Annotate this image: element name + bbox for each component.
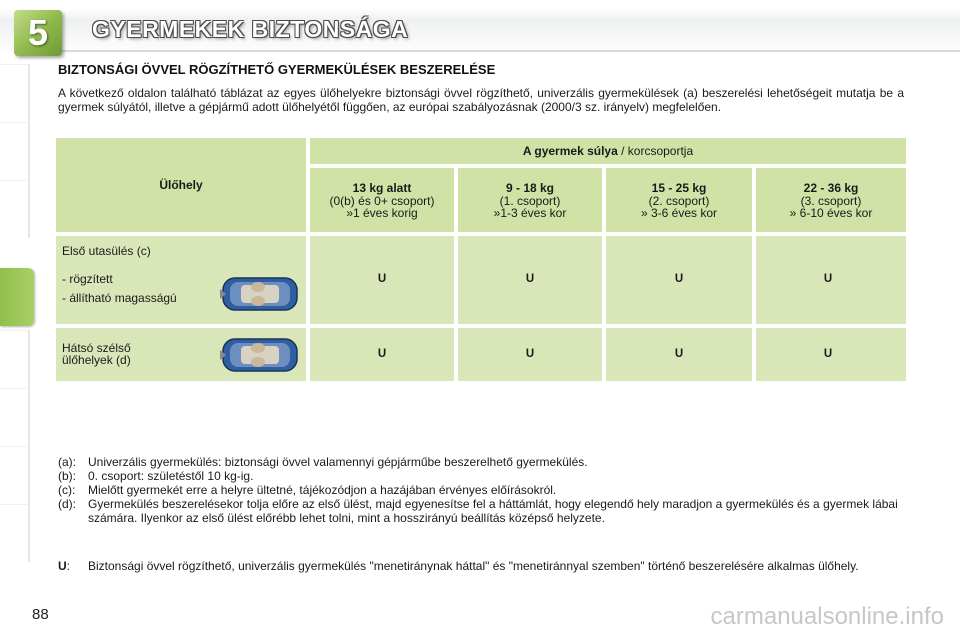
column-header-0 <box>310 168 454 232</box>
footnote-text: Mielőtt gyermekét erre a helyre ültetné, tájékozódjon a hazájában érvényes előírásokról. <box>88 483 557 497</box>
weight-header-suffix: / korcsoportja <box>617 144 694 158</box>
footnote-key: (d): <box>58 497 76 511</box>
compatibility-value: U <box>525 348 535 360</box>
seat-label-line: Hátsó szélső <box>62 341 131 355</box>
column-age: »1-3 éves kor <box>493 206 567 220</box>
compatibility-value: U <box>377 273 387 285</box>
chapter-number: 5 <box>27 12 49 53</box>
side-tab-3[interactable] <box>0 180 30 238</box>
footnotes <box>58 455 908 525</box>
car-rear-seat-icon <box>220 334 302 376</box>
section-title: BIZTONSÁGI ÖVVEL RÖGZÍTHETŐ GYERMEKÜLÉSEK BESZERELÉSE <box>58 62 496 77</box>
row-front-value-cell-3 <box>756 236 906 324</box>
column-weight: 13 kg alatt <box>352 181 412 195</box>
footnote-d <box>58 497 908 525</box>
column-group: (0(b) és 0+ csoport) <box>329 193 435 208</box>
footnote-text: Univerzális gyermekülés: biztonsági övvel valamennyi gépjárműbe beszerelhető gyermekülés. <box>88 455 588 469</box>
column-group: (1. csoport) <box>499 193 561 208</box>
seat-header-cell <box>56 138 306 232</box>
row-front-value-cell-0 <box>310 236 454 324</box>
footnote-b <box>58 469 908 483</box>
row-rear-seat-label-cell <box>56 328 306 381</box>
column-age: »1 éves korig <box>346 206 418 220</box>
chapter-badge <box>14 10 62 56</box>
compatibility-value: U <box>674 348 684 360</box>
u-legend-key: U <box>58 559 67 573</box>
u-legend: U: Biztonsági övvel rögzíthető, univerzális gyermekülés "menetiránynak háttal" és "menetiránnyal szemben" történő beszerelésére alkalmas ülőhely. <box>58 559 859 573</box>
side-tab-2[interactable] <box>0 122 30 180</box>
chapter-title: GYERMEKEK BIZTONSÁGA <box>92 16 409 42</box>
row-rear-value-cell-1 <box>458 328 602 381</box>
row-rear-value-cell-0 <box>310 328 454 381</box>
side-tab-5[interactable] <box>0 330 30 388</box>
column-header-1 <box>458 168 602 232</box>
row-front-seat-label-cell <box>56 236 306 324</box>
side-tab-7[interactable] <box>0 446 30 504</box>
column-group: (2. csoport) <box>648 193 710 208</box>
column-age: » 6-10 éves kor <box>789 206 873 220</box>
column-weight: 15 - 25 kg <box>651 181 707 195</box>
compatibility-value: U <box>674 273 684 285</box>
column-header-3 <box>756 168 906 232</box>
footnote-c <box>58 483 908 497</box>
seat-label-line: Első utasülés (c) <box>62 244 151 258</box>
footnote-key: (a): <box>58 455 76 469</box>
column-group: (3. csoport) <box>800 193 862 208</box>
compatibility-value: U <box>823 273 833 285</box>
intro-paragraph: A következő oldalon található táblázat az egyes ülőhelyekre biztonsági övvel rögzíthető, univerzális gyermekülések (a) beszerelési lehetőségeit mutatja be a gyermek súlyától, illetve a gépjármű adott ülőhelyétől függően, az európai szabályozásnak (2000/3 sz. irányelv) megfelelően. <box>58 86 904 114</box>
row-rear-value-cell-3 <box>756 328 906 381</box>
u-legend-text: Biztonsági övvel rögzíthető, univerzális gyermekülés "menetiránynak háttal" és "menetiránnyal szemben" történő beszerelésére alkalmas ülőhely. <box>88 559 859 573</box>
seat-label-line: - állítható magasságú <box>62 291 177 305</box>
footnote-key: (c): <box>58 483 76 497</box>
side-tab-active[interactable] <box>0 268 34 326</box>
compatibility-value: U <box>525 273 535 285</box>
seat-header-label: Ülőhely <box>159 178 203 192</box>
page-number: 88 <box>32 606 49 623</box>
side-tab-8[interactable] <box>0 504 30 562</box>
row-rear-value-cell-2 <box>606 328 752 381</box>
watermark: carmanualsonline.info <box>710 603 944 630</box>
footnote-text: 0. csoport: születéstől 10 kg-ig. <box>88 469 254 483</box>
column-weight: 22 - 36 kg <box>803 181 859 195</box>
row-front-value-cell-1 <box>458 236 602 324</box>
compatibility-value: U <box>823 348 833 360</box>
footnote-text: Gyermekülés beszerelésekor tolja előre az első ülést, majd egyenesítse fel a háttámlát, hogy elegendő hely maradjon a gyermekülés és a gyermek lábai számára. Ilyenkor az első ülést előrébb lehet tolni, mint a hosszirányú beállítás középső helyzete. <box>88 497 898 525</box>
compatibility-value: U <box>377 348 387 360</box>
column-header-2 <box>606 168 752 232</box>
seat-label-line: - rögzített <box>62 272 113 286</box>
car-front-seat-icon <box>220 273 302 315</box>
side-tab-6[interactable] <box>0 388 30 446</box>
column-age: » 3-6 éves kor <box>640 206 718 220</box>
weight-header-label: A gyermek súlya <box>522 144 618 158</box>
footnote-a <box>58 455 908 469</box>
side-tab-1[interactable] <box>0 64 30 122</box>
row-front-value-cell-2 <box>606 236 752 324</box>
header-divider <box>22 50 960 52</box>
weight-header-cell <box>310 138 906 164</box>
column-weight: 9 - 18 kg <box>505 181 555 195</box>
footnote-key: (b): <box>58 469 76 483</box>
seat-label-line: ülőhelyek (d) <box>62 353 131 367</box>
